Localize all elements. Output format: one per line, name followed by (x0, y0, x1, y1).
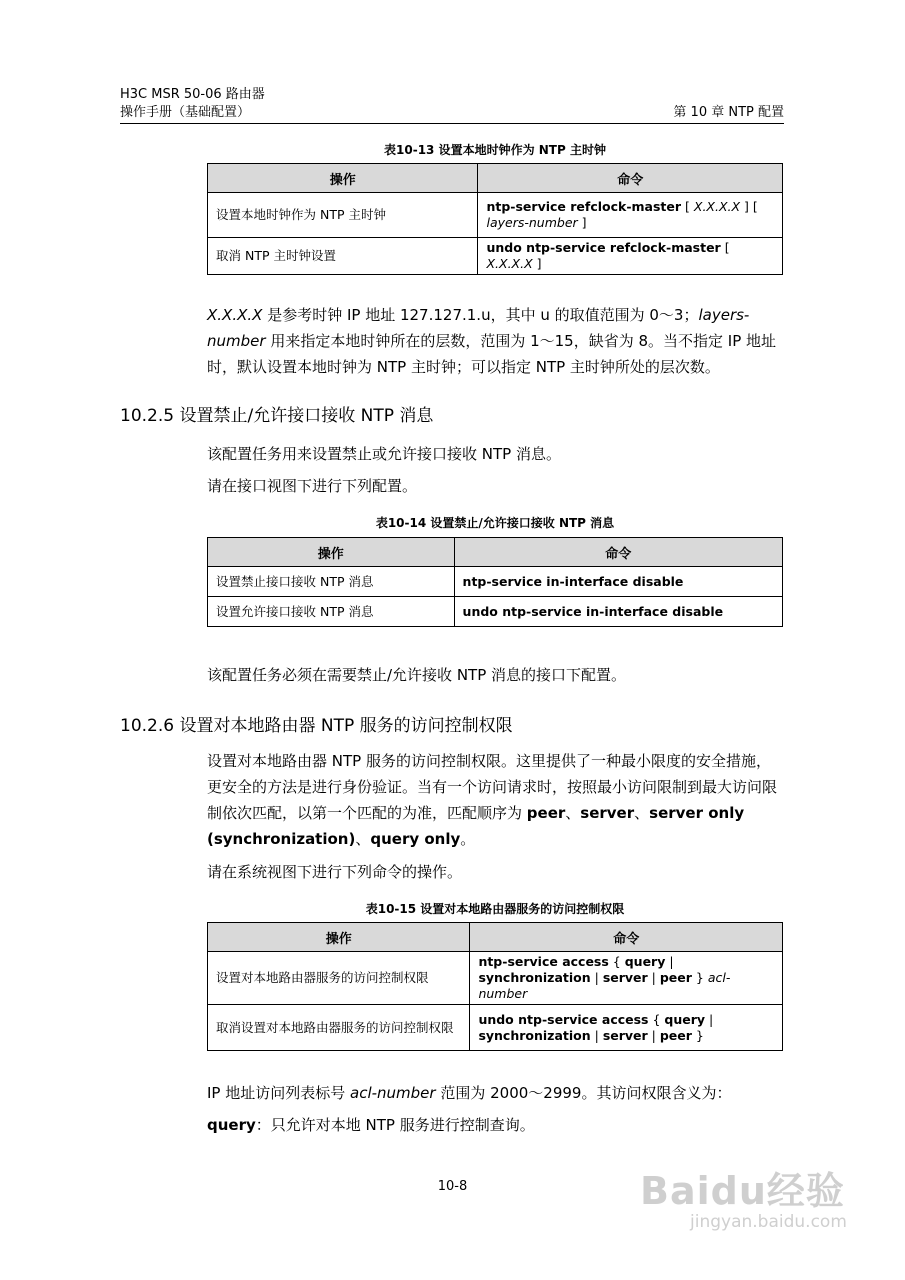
sec1025-p1: 该配置任务用来设置禁止或允许接口接收 NTP 消息。 (207, 445, 561, 463)
table15 (207, 922, 783, 1051)
table13-caption: 表10-13 设置本地时钟作为 NTP 主时钟 (384, 143, 606, 157)
table14-col-cmd: 命令 (454, 538, 782, 567)
header-chapter: 第 10 章 NTP 配置 (673, 105, 784, 120)
table13-op: 取消 NTP 主时钟设置 (208, 238, 478, 275)
table15-caption: 表10-15 设置对本地路由器服务的访问控制权限 (365, 902, 625, 916)
table15-col-op: 操作 (208, 923, 470, 952)
sec1025-p3: 该配置任务必须在需要禁止/允许接收 NTP 消息的接口下配置。 (207, 666, 627, 684)
para-query: query：只允许对本地 NTP 服务进行控制查询。 (207, 1116, 535, 1134)
table14-cmd: undo ntp-service in-interface disable (454, 597, 782, 627)
table13-cmd: ntp-service refclock-master [ X.X.X.X ] [ layers-number ] (478, 193, 783, 238)
para-refclock: X.X.X.X 是参考时钟 IP 地址 127.127.1.u，其中 u 的取值范围为 0～3；layers-number 用来指定本地时钟所在的层数，范围为 1～15，缺省为 8。当不指定 IP 地址时，默认设置本地时钟为 NTP 主时钟；可以指定 NTP 主时钟所处的层次数。 (207, 306, 777, 376)
table-row (208, 238, 783, 275)
header-rule (120, 123, 784, 124)
table13 (207, 163, 783, 275)
table15-col-cmd: 命令 (470, 923, 783, 952)
table13-op: 设置本地时钟作为 NTP 主时钟 (208, 193, 478, 238)
table13-col-cmd: 命令 (478, 164, 783, 193)
sec1026-p2: 请在系统视图下进行下列命令的操作。 (207, 863, 463, 881)
table-row (208, 952, 783, 1005)
table-row (208, 567, 783, 597)
table15-cmd: ntp-service access { query | synchronization | server | peer } acl-number (470, 952, 783, 1005)
table14 (207, 537, 783, 627)
baidu-watermark-url: jingyan.baidu.com (690, 1212, 847, 1232)
table13-col-op: 操作 (208, 164, 478, 193)
header-manual: 操作手册（基础配置） (120, 105, 251, 120)
table13-cmd: undo ntp-service refclock-master [ X.X.X.X ] (478, 238, 783, 275)
table15-op: 取消设置对本地路由器服务的访问控制权限 (208, 1005, 470, 1051)
para-acl: IP 地址访问列表标号 acl-number 范围为 2000～2999。其访问权限含义为： (207, 1084, 732, 1102)
section-10-2-5-title: 10.2.5 设置禁止/允许接口接收 NTP 消息 (120, 406, 434, 426)
table15-cmd: undo ntp-service access { query | synchronization | server | peer } (470, 1005, 783, 1051)
table14-caption: 表10-14 设置禁止/允许接口接收 NTP 消息 (375, 516, 615, 530)
page-number: 10-8 (437, 1179, 468, 1194)
table-row (208, 193, 783, 238)
table14-col-op: 操作 (208, 538, 455, 567)
table-row (208, 1005, 783, 1051)
sec1026-p1: 设置对本地路由器 NTP 服务的访问控制权限。这里提供了一种最小限度的安全措施，更安全的方法是进行身份验证。当有一个访问请求时，按照最小访问限制到最大访问限制依次匹配，以第一个匹配的为准，匹配顺序为 peer、server、server only (synchronization)、query only。 (207, 752, 778, 848)
baidu-watermark-logo: Baidu经验 (640, 1169, 845, 1213)
table14-op: 设置允许接口接收 NTP 消息 (208, 597, 455, 627)
table14-op: 设置禁止接口接收 NTP 消息 (208, 567, 455, 597)
table-row (208, 597, 783, 627)
header-product: H3C MSR 50-06 路由器 (120, 87, 265, 102)
sec1025-p2: 请在接口视图下进行下列配置。 (207, 477, 418, 495)
section-10-2-6-title: 10.2.6 设置对本地路由器 NTP 服务的访问控制权限 (120, 716, 513, 736)
table15-op: 设置对本地路由器服务的访问控制权限 (208, 952, 470, 1005)
table14-cmd: ntp-service in-interface disable (454, 567, 782, 597)
